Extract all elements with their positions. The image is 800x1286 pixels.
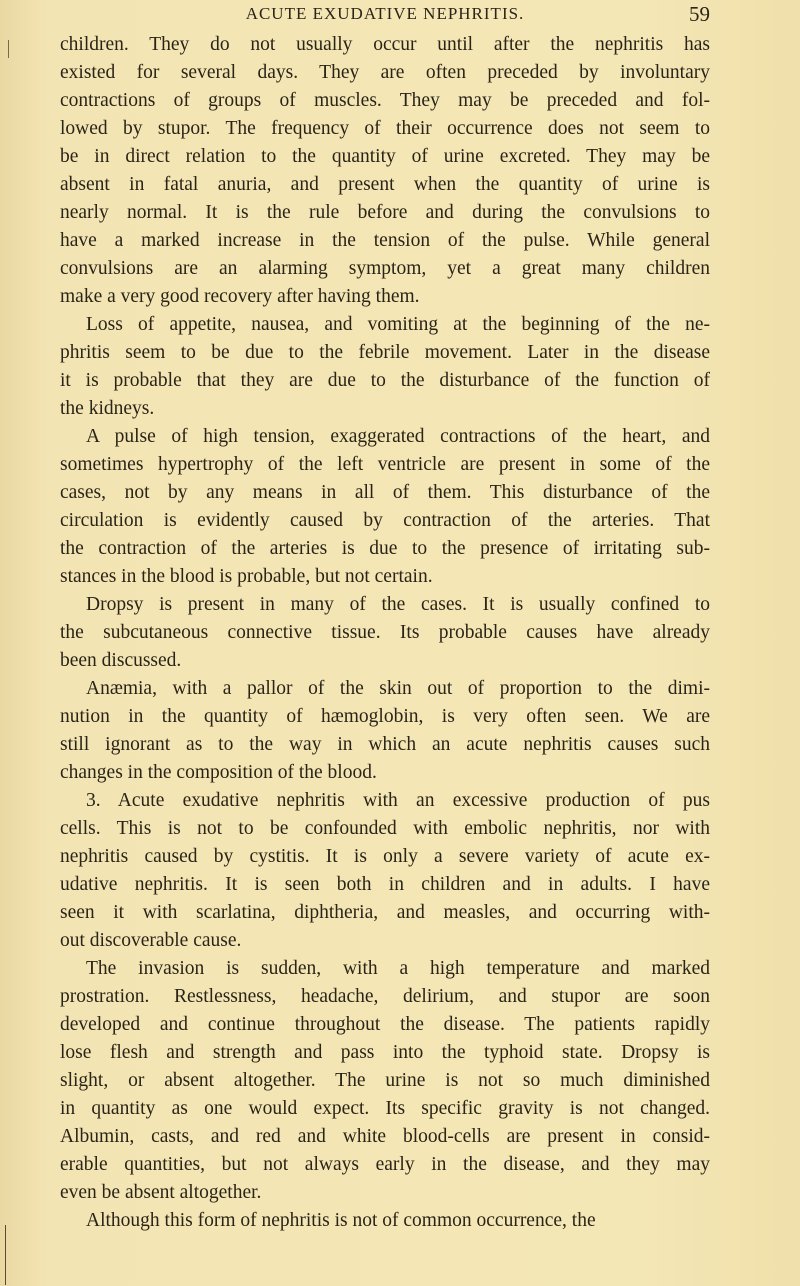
- text-line: nephritis caused by cystitis. It is only a severe variety of acute ex-: [60, 846, 710, 867]
- paragraph: [60, 787, 710, 955]
- text-line: have a marked increase in the tension of the pulse. While general: [60, 230, 710, 251]
- text-line: changes in the composition of the blood.: [60, 762, 377, 783]
- text-line: Anæmia, with a pallor of the skin out of proportion to the dimi-: [86, 678, 710, 699]
- text-line: cells. This is not to be confounded with embolic nephritis, nor with: [60, 818, 710, 839]
- text-line: out discoverable cause.: [60, 930, 242, 951]
- text-line: the subcutaneous connective tissue. Its probable causes have already: [60, 622, 710, 643]
- text-line: the contraction of the arteries is due to the presence of irritating sub-: [60, 538, 710, 559]
- paragraph: [60, 955, 710, 1207]
- text-line: existed for several days. They are often preceded by involuntary: [60, 62, 710, 83]
- running-head-title: ACUTE EXUDATIVE NEPHRITIS.: [245, 4, 525, 23]
- paragraph: [60, 31, 710, 311]
- text-line: phritis seem to be due to the febrile movement. Later in the disease: [60, 342, 710, 363]
- text-line: been discussed.: [60, 650, 182, 671]
- text-line: be in direct relation to the quantity of urine excreted. They may be: [60, 146, 710, 167]
- text-line: sometimes hypertrophy of the left ventricle are present in some of the: [60, 454, 710, 475]
- body-text: [60, 31, 710, 1235]
- paragraph: [60, 591, 710, 675]
- text-line: A pulse of high tension, exaggerated contractions of the heart, and: [86, 426, 710, 447]
- text-line: make a very good recovery after having them.: [60, 286, 420, 307]
- text-line: seen it with scarlatina, diphtheria, and measles, and occurring with-: [60, 902, 710, 923]
- text-line: erable quantities, but not always early in the disease, and they may: [60, 1154, 710, 1175]
- text-line: convulsions are an alarming symptom, yet a great many children: [60, 258, 710, 279]
- text-line: still ignorant as to the way in which an acute nephritis causes such: [60, 734, 710, 755]
- text-line: The invasion is sudden, with a high temperature and marked: [86, 958, 710, 979]
- text-line: lose flesh and strength and pass into the typhoid state. Dropsy is: [60, 1042, 710, 1063]
- page-number: 59: [689, 2, 710, 26]
- text-line: absent in fatal anuria, and present when the quantity of urine is: [60, 174, 710, 195]
- text-line: contractions of groups of muscles. They may be preceded and fol-: [60, 90, 710, 111]
- running-head: [60, 2, 710, 28]
- text-line: nution in the quantity of hæmoglobin, is very often seen. We are: [60, 706, 710, 727]
- text-line: even be absent altogether.: [60, 1182, 262, 1203]
- text-line: Although this form of nephritis is not of common occurrence, the: [86, 1210, 596, 1231]
- text-line: cases, not by any means in all of them. This disturbance of the: [60, 482, 710, 503]
- margin-mark: [8, 40, 9, 58]
- text-line: Albumin, casts, and red and white blood-cells are present in consid-: [60, 1126, 710, 1147]
- text-line: developed and continue throughout the disease. The patients rapidly: [60, 1014, 710, 1035]
- text-line: lowed by stupor. The frequency of their occurrence does not seem to: [60, 118, 710, 139]
- page-edge-shadow: [5, 1225, 6, 1285]
- text-line: stances in the blood is probable, but not certain.: [60, 566, 433, 587]
- text-line: prostration. Restlessness, headache, delirium, and stupor are soon: [60, 986, 710, 1007]
- text-line: nearly normal. It is the rule before and during the convulsions to: [60, 202, 710, 223]
- paragraph: [60, 423, 710, 591]
- paragraph: [60, 311, 710, 423]
- text-line: the kidneys.: [60, 398, 155, 419]
- text-line: in quantity as one would expect. Its specific gravity is not changed.: [60, 1098, 710, 1119]
- text-line: 3. Acute exudative nephritis with an excessive production of pus: [86, 790, 710, 811]
- text-line: udative nephritis. It is seen both in children and in adults. I have: [60, 874, 710, 895]
- text-line: it is probable that they are due to the disturbance of the function of: [60, 370, 710, 391]
- text-line: circulation is evidently caused by contraction of the arteries. That: [60, 510, 710, 531]
- paragraph: [60, 675, 710, 787]
- text-line: slight, or absent altogether. The urine is not so much diminished: [60, 1070, 710, 1091]
- text-line: Loss of appetite, nausea, and vomiting at the beginning of the ne-: [86, 314, 710, 335]
- text-line: children. They do not usually occur until after the nephritis has: [60, 34, 710, 55]
- text-line: Dropsy is present in many of the cases. It is usually confined to: [86, 594, 710, 615]
- paragraph: [60, 1207, 710, 1235]
